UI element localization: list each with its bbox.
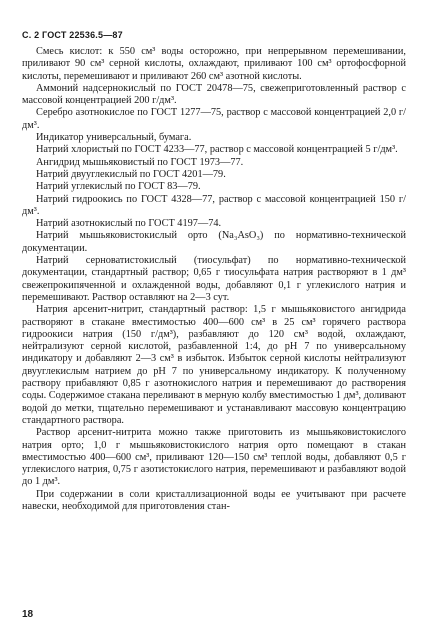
- paragraph-silver-nitrate: Серебро азотнокислое по ГОСТ 1277—75, раствор с массовой концентрацией 2,0 г/дм³.: [22, 107, 406, 131]
- paragraph-ammonium-persulfate: Аммоний надсернокислый по ГОСТ 20478—75, свежеприготовленный раствор с массовой концентрацией 200 г/дм³.: [22, 82, 406, 107]
- paragraph-sodium-arsenite: Натрий мышьяковистокислый орто (Na₃AsO₃) по нормативно-технической документации.: [22, 230, 406, 254]
- paragraph-alternative-preparation: Раствор арсенит-нитрита можно также приготовить из мышьяковистокислого натрия орто; 1,0 г мышьяковистокислого натрия орто помещают в стакан вместимостью 400—600 см³, приливают 120—150 см³ теплой воды, добавляют 0,5 г углекислого натрия, 0,75 г азотистокислого натрия, перемешивают и разбавляют водой до 1 дм³.: [22, 427, 406, 488]
- paragraph-sodium-hydroxide: Натрий гидроокись по ГОСТ 4328—77, раствор с массовой концентрацией 150 г/дм³.: [22, 193, 406, 217]
- page-header: С. 2 ГОСТ 22536.5—87: [22, 30, 123, 40]
- paragraph-sodium-nitrate: Натрий азотнокислый по ГОСТ 4197—74.: [36, 218, 222, 230]
- paragraph-sodium-carbonate: Натрий углекислый по ГОСТ 83—79.: [36, 181, 201, 193]
- paragraph-indicator: Индикатор универсальный, бумага.: [36, 132, 192, 144]
- paragraph-sodium-bicarbonate: Натрий двууглекислый по ГОСТ 4201—79.: [36, 168, 226, 180]
- paragraph-arsenous-anhydride: Ангидрид мышьяковистый по ГОСТ 1973—77.: [36, 156, 244, 168]
- paragraph-sodium-thiosulfate: Натрий серноватистокислый (тиосульфат) по нормативно-технической документации, стандартный раствор; 0,65 г тиосульфата натрия растворяют в 1 дм³ свежепрокипяченной и охлажденной воды, добавляют 0,1 г углекислого натрия и перемешивают. Раствор оставляют на 2—3 сут.: [22, 255, 406, 303]
- paragraph-acid-mixture: Смесь кислот: к 550 см³ воды осторожно, при непрерывном перемешивании, приливают 90 см³ серной кислоты, охлаждают, приливают 100 см³ ортофосфорной кислоты, перемешивают и приливают 260 см³ азотной кислоты.: [22, 46, 406, 82]
- document-body: [22, 46, 406, 513]
- paragraph-arsenite-nitrite-solution: Натрия арсенит-нитрит, стандартный раствор: 1,5 г мышьяковистого ангидрида растворяют в стакане вместимостью 400—600 см³ в 25 см³ горячего раствора гидроокиси натрия (150 г/дм³), разбавляют до 120 см³ водой, охлаждают, нейтрализуют серной кислотой, разбавленной 1:4, до pH 7 по универсальному индикатору и добавляют 2—3 см³ в избыток. Избыток серной кислоты нейтрализуют двууглекислым натрием до pH 7 по универсальному индикатору. К полученному раствору прибавляют 0,85 г азотнокислого натрия и перемешивают до растворения соды. Содержимое стакана переливают в мерную колбу вместимостью 1 дм³, доливают водой до метки, тщательно перемешивают и устанавливают массовую концентрацию стандартного раствора.: [22, 304, 406, 426]
- page-number: 18: [22, 609, 34, 620]
- paragraph-crystallization-water: При содержании в соли кристаллизационной воды ее учитывают при расчете навески, необходимой для приготовления стан-: [22, 488, 406, 512]
- paragraph-sodium-chloride: Натрий хлористый по ГОСТ 4233—77, раствор с массовой концентрацией 5 г/дм³.: [36, 144, 398, 156]
